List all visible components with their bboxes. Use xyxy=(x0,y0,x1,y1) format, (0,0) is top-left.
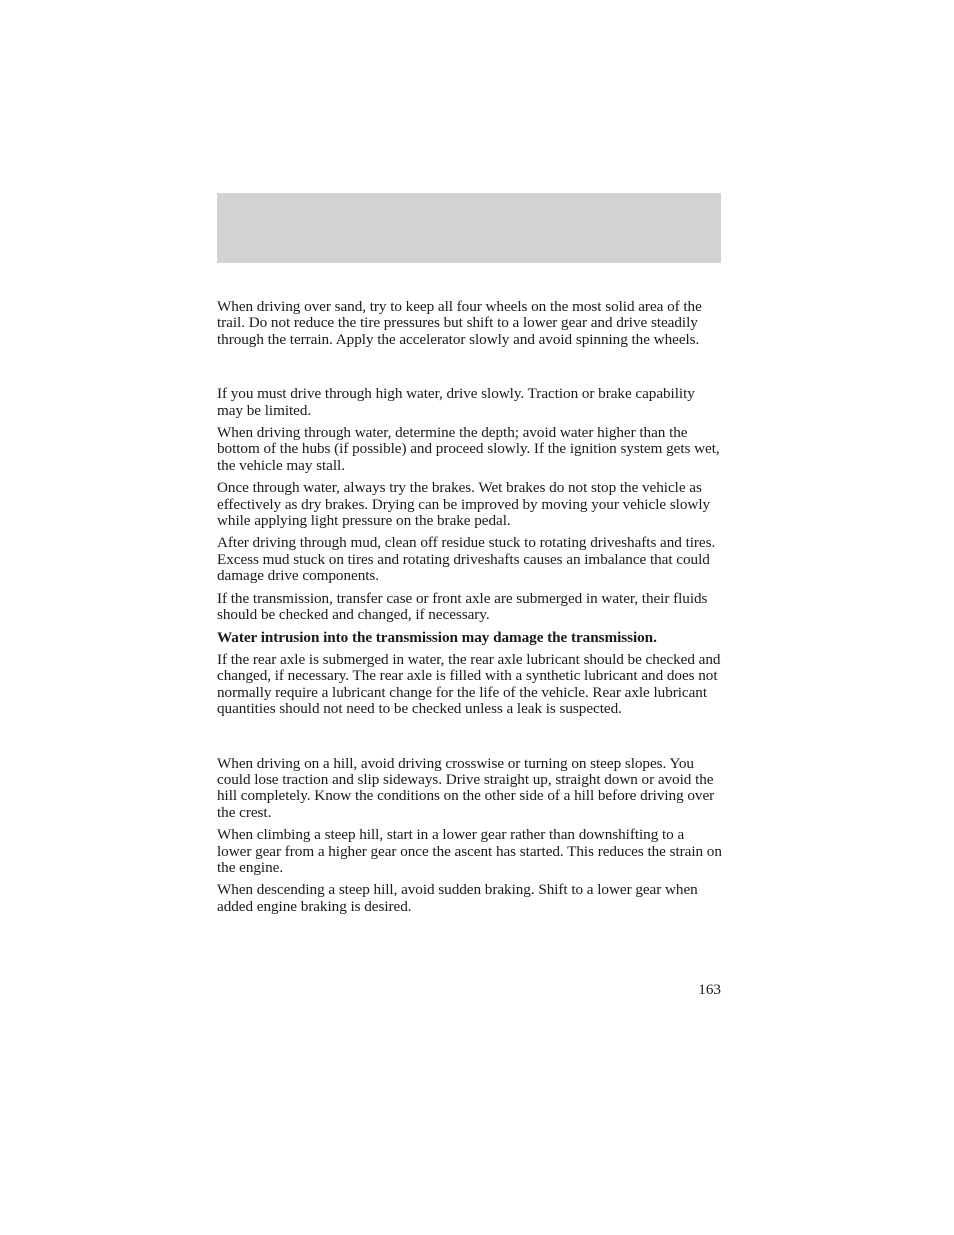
paragraph: When driving on a hill, avoid driving crosswise or turning on steep slopes. You could lose traction and slip sideways. Drive straight up, straight down or avoid the hill completely. Know the conditions on the other side of a hill before driving over the crest. xyxy=(217,754,715,821)
paragraph: When descending a steep hill, avoid sudden braking. Shift to a lower gear when added engine braking is desired. xyxy=(217,881,698,915)
section-spacer xyxy=(217,724,722,756)
paragraph: When climbing a steep hill, start in a lower gear rather than downshifting to a lower gear from a higher gear once the ascent has started. This reduces the strain on the engine. xyxy=(217,826,722,876)
paragraph: Once through water, always try the brakes. Wet brakes do not stop the vehicle as effectively as dry brakes. Drying can be improved by moving your vehicle slowly while applying light pressure on the brake pedal. xyxy=(217,479,711,530)
paragraph: After driving through mud, clean off residue stuck to rotating driveshafts and tires. Excess mud stuck on tires and rotating driveshafts causes an imbalance that could damage drive components. xyxy=(217,534,716,585)
header-band xyxy=(217,193,721,263)
warning-paragraph: Water intrusion into the transmission may damage the transmission. xyxy=(217,628,657,646)
paragraph: When driving over sand, try to keep all four wheels on the most solid area of the trail. Do not reduce the tire pressures but shift to a lower gear and drive steadily through the terrain. Apply the accelerator slowly and avoid spinning the wheels. xyxy=(217,298,702,348)
page-content xyxy=(217,299,722,921)
section-spacer xyxy=(217,354,722,386)
paragraph: If you must drive through high water, drive slowly. Traction or brake capability may be limited. xyxy=(217,385,695,419)
paragraph: If the rear axle is submerged in water, the rear axle lubricant should be checked and changed, if necessary. The rear axle is filled with a synthetic lubricant and does not normally require a lubricant change for the life of the vehicle. Rear axle lubricant quantities should not need to be checked unless a leak is suspected. xyxy=(217,650,721,718)
paragraph: If the transmission, transfer case or front axle are submerged in water, their fluids should be checked and changed, if necessary. xyxy=(217,589,708,624)
paragraph: When driving through water, determine the depth; avoid water higher than the bottom of the hubs (if possible) and proceed slowly. If the ignition system gets wet, the vehicle may stall. xyxy=(217,424,720,474)
page-number: 163 xyxy=(698,981,721,998)
